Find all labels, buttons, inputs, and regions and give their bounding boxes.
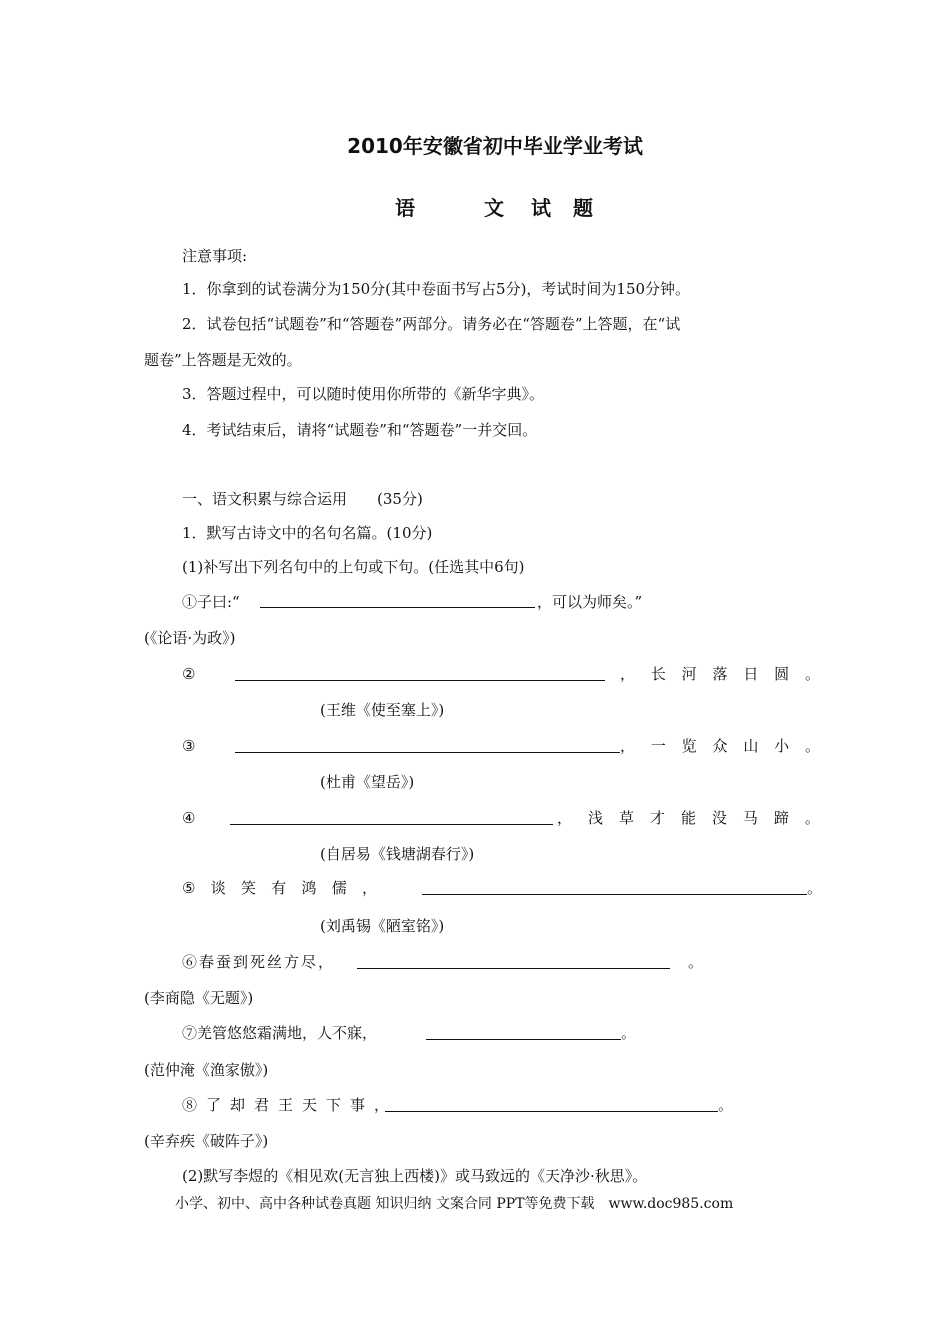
item-3-char: 。: [804, 737, 820, 755]
item-8-prefix: ⑧了却君王天下事，: [182, 1096, 399, 1114]
page-title: 2010年安徽省初中毕业学业考试: [347, 134, 643, 158]
item-4-given-line: [557, 808, 820, 828]
question-1-part-1: (1)补写出下列名句中的上句或下句。(任选其中6句): [182, 558, 525, 576]
item-4-char: 。: [804, 809, 820, 827]
item-3-char: 览: [681, 737, 697, 755]
item-4-source: (自居易《钱塘湖春行》): [320, 845, 475, 863]
item-5-char: 鸿: [301, 879, 317, 897]
item-7-answer-blank[interactable]: [426, 1039, 621, 1040]
item-2-char: 圆: [774, 665, 790, 683]
item-3-answer-blank[interactable]: [235, 752, 620, 753]
item-4-answer-blank[interactable]: [230, 824, 553, 825]
item-4-char: 马: [742, 809, 758, 827]
item-6-answer-blank[interactable]: [357, 968, 670, 969]
item-3-number: ③: [182, 737, 196, 755]
item-4-char: 浅: [587, 809, 603, 827]
item-8-source: (辛弃疾《破阵子》): [144, 1132, 269, 1150]
item-3-char: ，: [620, 737, 636, 755]
item-6-end: 。: [688, 953, 704, 971]
notice-item-4: 4．考试结束后，请将“试题卷”和“答题卷”一并交回。: [182, 421, 538, 439]
item-2-char: ，: [620, 665, 636, 683]
item-5-char: 笑: [240, 879, 256, 897]
question-1: 1．默写古诗文中的名句名篇。(10分): [182, 524, 433, 542]
item-7-source: (范仲淹《渔家傲》): [144, 1061, 269, 1079]
item-2-answer-blank[interactable]: [235, 680, 605, 681]
item-2-source: (王维《使至塞上》): [320, 701, 445, 719]
item-1-answer-blank[interactable]: [260, 607, 535, 608]
item-8-answer-blank[interactable]: [385, 1111, 718, 1112]
item-2-char: 。: [804, 665, 820, 683]
subtitle-char-4: 题: [573, 196, 593, 220]
item-5-char: 儒: [331, 879, 347, 897]
item-1-source: (《论语·为政》): [144, 629, 236, 647]
item-4-char: 蹄: [773, 809, 789, 827]
item-2-given-line: [620, 664, 820, 684]
item-3-source: (杜甫《望岳》): [320, 773, 415, 791]
item-7-prefix: ⑦羌管悠悠霜满地，人不寐，: [182, 1024, 378, 1042]
footer-text: 小学、初中、高中各种试卷真题 知识归纳 文案合同 PPT等免费下载 www.doc985.com: [175, 1196, 734, 1212]
item-4-char: 才: [649, 809, 665, 827]
item-2-char: 落: [712, 665, 728, 683]
notice-item-3: 3．答题过程中，可以随时使用你所带的《新华字典》。: [182, 385, 545, 403]
item-3-char: 小: [774, 737, 790, 755]
notice-heading: 注意事项:: [182, 247, 248, 265]
notice-item-2-line-1: 2．试卷包括“试题卷”和“答题卷”两部分。请务必在“答题卷”上答题，在“试: [182, 315, 681, 333]
item-1-suffix: ，可以为师矣。”: [537, 593, 643, 611]
item-4-char: ，: [557, 809, 573, 827]
item-3-char: 山: [743, 737, 759, 755]
notice-item-1: 1．你拿到的试卷满分为150分(其中卷面书写占5分)，考试时间为150分钟。: [182, 280, 691, 298]
item-5-char: 有: [271, 879, 287, 897]
item-4-char: 能: [680, 809, 696, 827]
subtitle-char-1: 语: [395, 196, 415, 220]
item-3-char: 一: [650, 737, 666, 755]
item-8-end: 。: [718, 1096, 734, 1114]
item-1-prefix: ①子曰:“: [182, 593, 240, 611]
item-4-char: 没: [711, 809, 727, 827]
item-5-char: 谈: [210, 879, 226, 897]
item-5-char: ⑤: [182, 879, 196, 897]
section-1-heading: 一、语文积累与综合运用 (35分): [182, 490, 423, 508]
item-2-number: ②: [182, 665, 196, 683]
item-6-prefix: ⑥春蚕到死丝方尽，: [182, 953, 336, 971]
item-5-end: 。: [807, 879, 823, 897]
item-5-given-line: [182, 878, 377, 898]
item-5-source: (刘禹锡《陋室铭》): [320, 917, 445, 935]
item-4-number: ④: [182, 809, 196, 827]
item-6-source: (李商隐《无题》): [144, 989, 254, 1007]
item-2-char: 河: [681, 665, 697, 683]
subtitle-char-3: 试: [531, 196, 551, 220]
notice-item-2-line-2: 题卷”上答题是无效的。: [144, 351, 302, 369]
item-2-char: 长: [650, 665, 666, 683]
item-5-answer-blank[interactable]: [422, 894, 807, 895]
item-7-end: 。: [621, 1024, 637, 1042]
subtitle-char-2: 文: [484, 196, 504, 220]
item-5-char: ，: [361, 879, 377, 897]
question-1-part-2: (2)默写李煜的《相见欢(无言独上西楼)》或马致远的《天净沙·秋思》。: [182, 1167, 648, 1185]
item-3-given-line: [620, 736, 820, 756]
item-3-char: 众: [712, 737, 728, 755]
item-2-char: 日: [743, 665, 759, 683]
item-4-char: 草: [618, 809, 634, 827]
